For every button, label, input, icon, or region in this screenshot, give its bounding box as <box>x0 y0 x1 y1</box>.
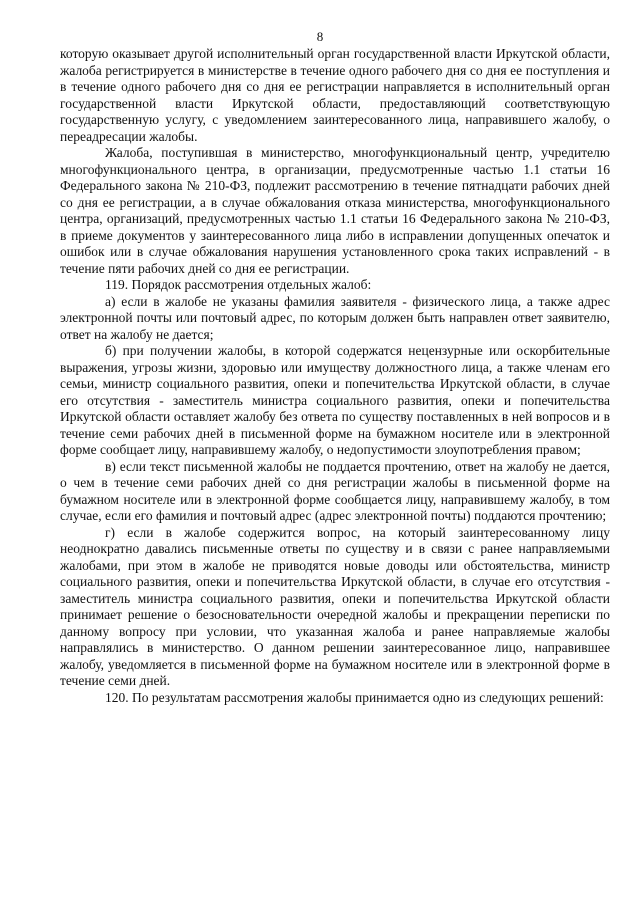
paragraph-redirect-complaint: которую оказывает другой исполнительный орган государственной власти Иркутской области, жалоба регистрируется в министерстве в течение одного рабочего дня со дня ее поступления и в течение одного рабочего дня со дня ее регистрации направляется в исполнительный орган государственной власти Иркутской области, предоставляющий соответствующую государственную услугу, с уведомлением заинтересованного лица, направившего жалобу, о переадресации жалобы. <box>60 46 610 144</box>
paragraph-subitem-a: а) если в жалобе не указаны фамилия заявителя - физического лица, а также адрес электронной почты или почтовый адрес, по которым должен быть направлен ответ заявителю, ответ на жалобу не дается; <box>60 293 610 342</box>
paragraph-item-119: 119. Порядок рассмотрения отдельных жалоб: <box>105 277 372 292</box>
paragraph-item-120: 120. По результатам рассмотрения жалобы принимается одно из следующих решений: <box>105 689 604 705</box>
paragraph-subitem-g: г) если в жалобе содержится вопрос, на который заинтересованному лицу неоднократно давались письменные ответы по существу и в связи с ранее направляемыми жалобами, при этом в жалобе не приводятся новые доводы или обстоятельства, министр социального развития, опеки и попечительства Иркутской области, в случае его отсутствия - заместитель министра социального развития, опеки и попечительства Иркутской области принимает решение о безосновательности очередной жалобы и прекращении переписки по данному вопросу при условии, что указанная жалоба и ранее направляемые жалобы направлялись в министерство. О данном решении заинтересованное лицо, направившее жалобу, уведомляется в письменной форме на бумажном носителе или в электронной форме в течение семи дней. <box>60 524 610 688</box>
page-number: 8 <box>316 29 324 44</box>
document-body <box>60 46 610 706</box>
paragraph-review-terms: Жалоба, поступившая в министерство, многофункциональный центр, учредителю многофункционального центра, в организации, предусмотренные частью 1.1 статьи 16 Федерального закона № 210-ФЗ, подлежит рассмотрению в течение пятнадцати рабочих дней со дня ее регистрации, а в случае обжалования отказа министерства, многофункционального центра, организаций, предусмотренных частью 1.1 статьи 16 Федерального закона № 210-ФЗ, в приеме документов у заинтересованного лица либо в исправлении допущенных опечаток и ошибок или в случае обжалования нарушения установленного срока таких исправлений - в течение пяти рабочих дней со дня ее регистрации. <box>60 145 610 276</box>
paragraph-subitem-v: в) если текст письменной жалобы не поддается прочтению, ответ на жалобу не дается, о чем в течение семи рабочих дней со дня регистрации жалобы в письменной форме на бумажном носителе или в электронной форме сообщается лицу, направившему жалобу, в том случае, если его фамилия и почтовый адрес (адрес электронной почты) поддаются прочтению; <box>60 458 610 523</box>
paragraph-subitem-b: б) при получении жалобы, в которой содержатся нецензурные или оскорбительные выражения, угрозы жизни, здоровью или имуществу должностного лица, а также членам его семьи, министр социального развития, опеки и попечительства Иркутской области, в случае его отсутствия - заместитель министра социального развития, опеки и попечительства Иркутской области оставляет жалобу без ответа по существу поставленных в ней вопросов и в течение семи рабочих дней в письменной форме на бумажном носителе или в электронной форме сообщает лицу, направившему жалобу, о недопустимости злоупотребления правом; <box>60 343 610 457</box>
